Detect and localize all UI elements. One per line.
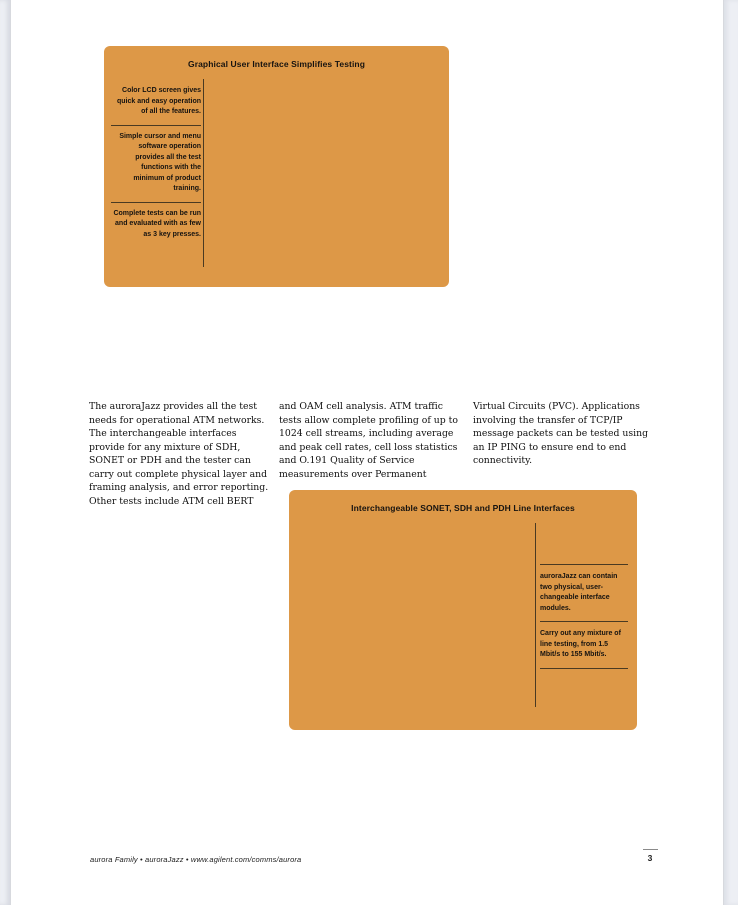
page-number-rule bbox=[643, 849, 658, 850]
viewer-margin-left bbox=[0, 0, 11, 905]
viewer-margin-right bbox=[723, 0, 738, 905]
line-panel-title: Interchangeable SONET, SDH and PDH Line Interfaces bbox=[351, 503, 575, 513]
gui-callout-panel bbox=[104, 46, 449, 287]
gui-note-cursor: Simple cursor and menu software operation provides all the test functions with the minimum of product training. bbox=[111, 125, 201, 202]
gui-panel-title: Graphical User Interface Simplifies Testing bbox=[187, 59, 366, 69]
line-panel-vertical-rule bbox=[535, 523, 536, 707]
body-column-2: and OAM cell analysis. ATM traffic tests allow complete profiling of up to 1024 cell streams, including average and peak cell rates, cell loss statistics and O.191 Quality of Service measurements over Permanent bbox=[279, 401, 458, 480]
line-note-modules: auroraJazz can contain two physical, user-changeable interface modules. bbox=[540, 564, 628, 621]
footer-breadcrumb: aurora Family • auroraJazz • www.agilent.com/comms/aurora bbox=[90, 855, 302, 864]
page-number: 3 bbox=[647, 853, 653, 863]
gui-panel-notes bbox=[111, 86, 201, 247]
line-note-rates: Carry out any mixture of line testing, from 1.5 Mbit/s to 155 Mbit/s. bbox=[540, 621, 628, 668]
body-column-3: Virtual Circuits (PVC). Applications involving the transfer of TCP/IP message packets can be tested using an IP PING to ensure end to end connectivity. bbox=[473, 401, 649, 466]
gui-note-keypresses: Complete tests can be run and evaluated with as few as 3 key presses. bbox=[111, 202, 201, 248]
document-page bbox=[11, 0, 723, 905]
line-panel-notes bbox=[540, 564, 628, 669]
gui-note-lcd: Color LCD screen gives quick and easy operation of all the features. bbox=[116, 87, 201, 115]
line-interfaces-callout-panel bbox=[289, 490, 637, 730]
body-column-1: The auroraJazz provides all the test needs for operational ATM networks. The interchangeable interfaces provide for any mixture of SDH, SONET or PDH and the tester can carry out complete physical layer and framing analysis, and error reporting. Other tests include ATM cell BERT bbox=[89, 401, 269, 507]
gui-panel-vertical-rule bbox=[203, 79, 204, 267]
